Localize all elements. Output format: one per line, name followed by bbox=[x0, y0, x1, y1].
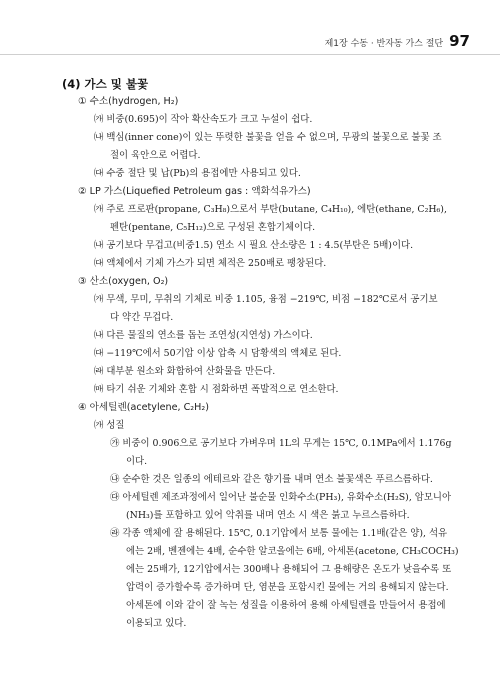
acetylene-prop-3: ㉰ 아세틸렌 제조과정에서 일어난 불순물 인화수소(PH₃), 유화수소(H₂S), 암모니아 bbox=[110, 492, 452, 503]
item-2-lp-gas: ② LP 가스(Liquefied Petroleum gas : 액화석유가스) bbox=[78, 186, 311, 197]
acetylene-prop-2: ㉯ 순수한 것은 일종의 에테르와 같은 향기를 내며 연소 불꽃색은 푸르스름하다. bbox=[110, 474, 433, 485]
running-header bbox=[325, 32, 470, 50]
acetylene-prop-1-cont: 이다. bbox=[126, 456, 148, 467]
chapter-title: 제1장 수동 · 반자동 가스 절단 bbox=[324, 39, 444, 49]
lp-point-b: ㈏ 공기보다 무겁고(비중1.5) 연소 시 필요 산소량은 1 : 4.5(부탄은 5배)이다. bbox=[94, 240, 414, 251]
lp-point-c: ㈐ 액체에서 기체 가스가 되면 체적은 250배로 팽창된다. bbox=[94, 258, 327, 269]
acetylene-prop-4-cont-1: 에는 2배, 벤젠에는 4배, 순수한 알코올에는 6배, 아세톤(acetone, CH₃COCH₃) bbox=[126, 546, 459, 557]
oxygen-point-d: ㈑ 대부분 원소와 화합하여 산화물을 만든다. bbox=[94, 366, 276, 377]
acetylene-properties-heading: ㈎ 성질 bbox=[94, 420, 125, 431]
lp-point-a-cont: 펜탄(pentane, C₅H₁₂)으로 구성된 혼합기체이다. bbox=[110, 222, 316, 233]
acetylene-prop-4-cont-5: 이용되고 있다. bbox=[126, 618, 187, 629]
acetylene-prop-4-cont-2: 에는 25배가, 12기압에서는 300배나 용해되어 그 용해량은 온도가 낮을수록 또 bbox=[126, 564, 452, 575]
item-1-hydrogen: ① 수소(hydrogen, H₂) bbox=[78, 96, 179, 107]
header-divider bbox=[0, 54, 500, 55]
acetylene-prop-1: ㉮ 비중이 0.906으로 공기보다 가벼우며 1L의 무게는 15℃, 0.1MPa에서 1.176g bbox=[110, 438, 452, 449]
acetylene-prop-4-cont-4: 아세톤에 이와 같이 잘 녹는 성질을 이용하여 용해 아세틸렌을 만들어서 용접에 bbox=[126, 600, 446, 611]
acetylene-prop-4: ㉱ 각종 액체에 잘 용해된다. 15℃, 0.1기압에서 보통 물에는 1.1배(같은 양), 석유 bbox=[110, 528, 448, 539]
hydrogen-point-c: ㈐ 수중 절단 및 납(Pb)의 용접에만 사용되고 있다. bbox=[94, 168, 301, 179]
hydrogen-point-b-cont: 절이 육안으로 어렵다. bbox=[110, 150, 201, 161]
lp-point-a: ㈎ 주로 프로판(propane, C₃H₈)으로서 부탄(butane, C₄H₁₀), 에탄(ethane, C₂H₆), bbox=[94, 204, 447, 215]
oxygen-point-a: ㈎ 무색, 무미, 무취의 기체로 비중 1.105, 융점 −219℃, 비점 −182℃로서 공기보 bbox=[94, 294, 438, 305]
acetylene-prop-4-cont-3: 압력이 증가할수록 증가하며 단, 염분을 포함시킨 물에는 거의 용해되지 않는다. bbox=[126, 582, 449, 593]
oxygen-point-b: ㈏ 다른 물질의 연소를 돕는 조연성(지연성) 가스이다. bbox=[94, 330, 313, 341]
hydrogen-point-b: ㈏ 백심(inner cone)이 있는 뚜렷한 불꽃을 얻을 수 없으며, 무광의 불꽃으로 불꽃 조 bbox=[94, 132, 442, 143]
section-heading: (4) 가스 및 불꽃 bbox=[62, 77, 149, 91]
item-3-oxygen: ③ 산소(oxygen, O₂) bbox=[78, 276, 169, 287]
oxygen-point-a-cont: 다 약간 무겁다. bbox=[110, 312, 174, 323]
item-4-acetylene: ④ 아세틸렌(acetylene, C₂H₂) bbox=[78, 402, 209, 413]
hydrogen-point-a: ㈎ 비중(0.695)이 작아 확산속도가 크고 누설이 쉽다. bbox=[94, 114, 313, 125]
acetylene-prop-3-cont: (NH₃)를 포함하고 있어 악취를 내며 연소 시 색은 붉고 누르스름하다. bbox=[126, 510, 410, 521]
page-number: 97 bbox=[449, 32, 470, 50]
oxygen-point-e: ㈒ 타기 쉬운 기체와 혼합 시 점화하면 폭발적으로 연소한다. bbox=[94, 384, 339, 395]
oxygen-point-c: ㈐ −119℃에서 50기압 이상 압축 시 담황색의 액체로 된다. bbox=[94, 348, 342, 359]
